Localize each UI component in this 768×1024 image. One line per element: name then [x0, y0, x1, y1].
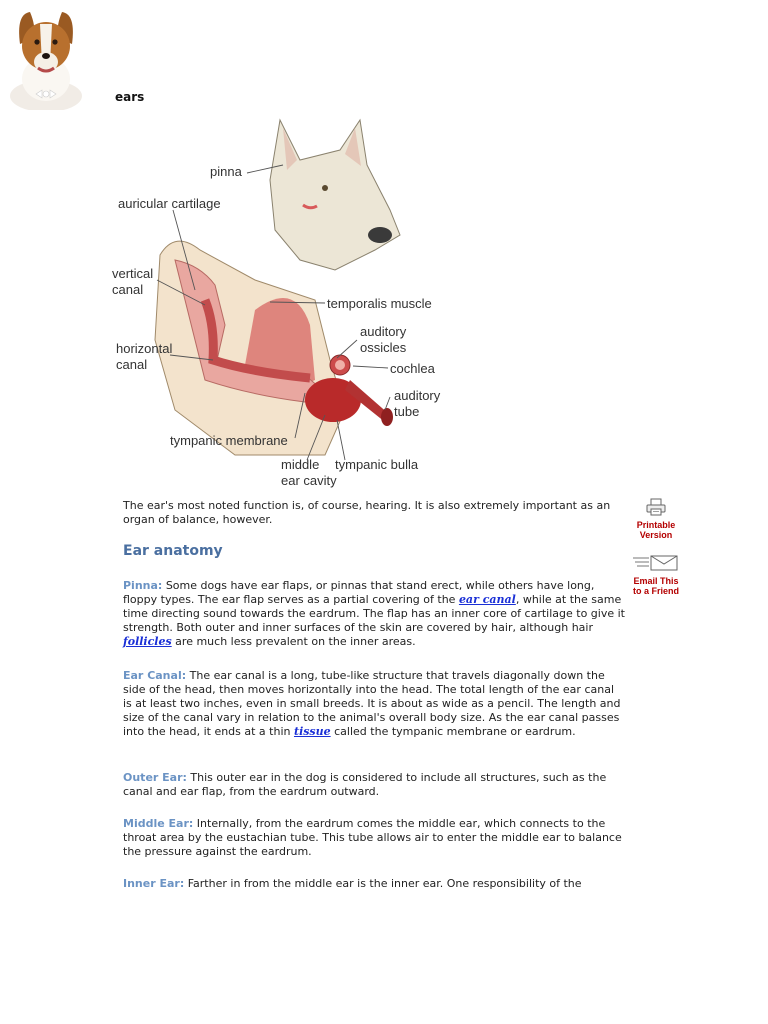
paragraph-text: Internally, from the eardrum comes the middle ear, which connects to the throat area by the eustachian tube. This tube allows air to enter the middle ear to balance the pressure against the eardrum. [123, 817, 622, 858]
paragraph-middle-ear [123, 817, 625, 859]
label-auditory-tube-1: auditory [394, 388, 441, 403]
label-cochlea: cochlea [390, 361, 435, 376]
email-label-1: Email This [633, 576, 679, 586]
link-ear-canal[interactable]: ear canal [458, 593, 516, 606]
label-horizontal-canal-1: horizontal [116, 341, 173, 356]
label-middle-ear-1: middle [281, 457, 320, 472]
ear-anatomy-figure [105, 110, 450, 490]
section-heading: Ear anatomy [123, 543, 223, 559]
envelope-icon [631, 554, 681, 572]
printable-version-button[interactable] [628, 498, 684, 540]
printable-label-2: Version [639, 530, 673, 540]
intro-text: The ear's most noted function is, of course, hearing. It is also extremely important as an organ of balance, however. [123, 499, 611, 526]
paragraph-inner-ear [123, 877, 625, 891]
paragraph-outer-ear [123, 771, 625, 799]
printer-icon [645, 498, 667, 516]
paragraph-pinna [123, 579, 625, 649]
printable-label-1: Printable [636, 520, 676, 530]
label-tympanic-bulla: tympanic bulla [335, 457, 419, 472]
paragraph-text: The ear canal is a long, tube-like structure that travels diagonally down the side of the head, then moves horizontally into the head. The total length of the ear canal is at least two inches, even in small breeds. It is about as wide as a pencil. The length and size of the canal vary in relation to the animal's overall body size. As the ear canal passes into the head, it ends at a thin [123, 669, 621, 738]
page-title: ears [115, 90, 145, 104]
label-auditory-ossicles-2: ossicles [360, 340, 407, 355]
label-auditory-ossicles-1: auditory [360, 324, 407, 339]
label-horizontal-canal-2: canal [116, 357, 148, 372]
term-ear-canal: Ear Canal: [123, 669, 187, 682]
paragraph-text: , while at the same time directing sound towards the eardrum. The flap has an inner core of cartilage to give it strength. Both outer and inner surfaces of the skin are covered by hair, although hair [123, 593, 625, 634]
side-tools [628, 498, 684, 596]
label-auricular-cartilage: auricular cartilage [118, 196, 221, 211]
link-follicles[interactable]: follicles [123, 635, 172, 648]
term-pinna: Pinna: [123, 579, 163, 592]
link-tissue[interactable]: tissue [293, 725, 331, 738]
paragraph-text: This outer ear in the dog is considered to include all structures, such as the canal and ear flap, from the eardrum outward. [123, 771, 607, 798]
label-temporalis-muscle: temporalis muscle [327, 296, 432, 311]
paragraph-text: Some dogs have ear flaps, or pinnas that stand erect, while others have long, floppy types. The ear flap serves as a partial covering of the [123, 579, 595, 606]
term-inner-ear: Inner Ear: [123, 877, 185, 890]
label-middle-ear-2: ear cavity [281, 473, 337, 488]
label-pinna: pinna [210, 164, 242, 179]
label-vertical-canal-2: canal [112, 282, 144, 297]
label-vertical-canal-1: vertical [112, 266, 154, 281]
paragraph-text: called the tympanic membrane or eardrum. [330, 725, 576, 738]
term-middle-ear: Middle Ear: [123, 817, 194, 830]
email-label-2: to a Friend [632, 586, 679, 596]
dog-logo-icon [6, 4, 86, 110]
label-tympanic-membrane: tympanic membrane [170, 433, 288, 448]
term-outer-ear: Outer Ear: [123, 771, 187, 784]
paragraph-ear-canal [123, 669, 625, 739]
email-friend-button[interactable] [628, 554, 684, 596]
label-auditory-tube-2: tube [394, 404, 420, 419]
paragraph-text: are much less prevalent on the inner areas. [171, 635, 416, 648]
paragraph-text: Farther in from the middle ear is the inner ear. One responsibility of the [184, 877, 582, 890]
